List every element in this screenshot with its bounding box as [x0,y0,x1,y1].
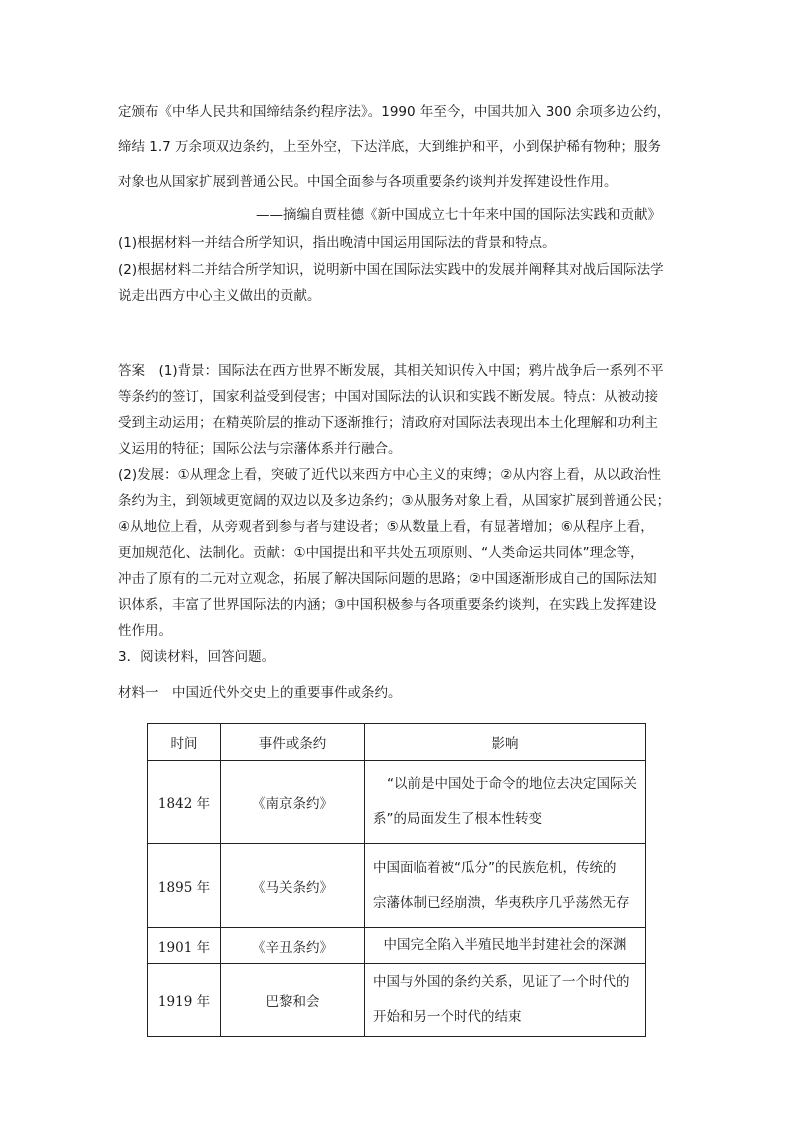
effect-line: 中国完全陷入半殖民地半封建社会的深渊 [383,937,627,953]
effect-cell [365,844,646,928]
answer-line-6: 条约为主，到领域更宽阔的双边以及多边条约；③从服务对象上看，从国家扩展到普通公民； [118,493,671,509]
effect-line: 宗藩体制已经崩溃，华夷秩序几乎荡然无存 [373,894,630,911]
material2-line-3: 对象也从国家扩展到普通公民。中国全面参与各项重要条约谈判并发挥建设性作用。 [118,174,618,190]
year-cell: 1901 年 [148,928,221,964]
year-cell: 1919 年 [148,964,221,1037]
answer-line-3: 受到主动运用；在精英阶层的推动下逐渐推行；清政府对国际法表现出本土化理解和功利主 [118,415,658,431]
event-cell: 巴黎和会 [221,964,365,1037]
answer-line-4: 义运用的特征；国际公法与宗藩体系并行融合。 [118,441,402,457]
answer-line-2: 等条约的签订，国家利益受到侵害；中国对国际法的认识和实践不断发展。特点：从被动接 [118,389,658,405]
effect-line: 中国面临着被“瓜分”的民族危机，传统的 [373,859,617,876]
answer-line-9: 冲击了原有的二元对立观念，拓展了解决国际问题的思路；②中国逐渐形成自己的国际法知 [118,571,657,587]
effect-line: 开始和另一个时代的结束 [373,1009,522,1025]
answer-line-1: 答案 (1)背景：国际法在西方世界不断发展，其相关知识传入中国；鸦片战争后一系列不平 [118,363,664,379]
answer-line-5: (2)发展：①从理念上看，突破了近代以来西方中心主义的束缚；②从内容上看，从以政治性 [118,467,661,483]
answer-line-7: ④从地位上看，从旁观者到参与者与建设者；⑤从数量上看，有显著增加；⑥从程序上看， [118,519,654,535]
header-effect: 影响 [365,724,646,761]
effect-cell [365,761,646,844]
answer-line-8: 更加规范化、法制化。贡献：①中国提出和平共处五项原则、“人类命运共同体”理念等， [118,545,644,561]
table-row [148,928,646,964]
effect-line: 中国与外国的条约关系，见证了一个时代的 [373,974,630,990]
question-2-line-1: (2)根据材料二并结合所学知识，说明新中国在国际法实践中的发展并阐释其对战后国际法学 [118,262,664,278]
effect-cell [365,928,646,964]
question-1: (1)根据材料一并结合所学知识，指出晚清中国运用国际法的背景和特点。 [118,235,556,251]
header-event: 事件或条约 [221,724,365,761]
effect-cell [365,964,646,1037]
material2-line-2: 缔结 1.7 万余项双边条约，上至外空，下达洋底，大到维护和平，小到保护稀有物种；服务 [118,139,662,155]
answer-line-11: 性作用。 [118,623,172,639]
table-header-row [148,724,646,761]
event-cell: 《南京条约》 [221,761,365,844]
table-row [148,761,646,844]
effect-line: 系”的局面发生了根本性转变 [373,811,542,827]
event-cell: 《辛丑条约》 [221,928,365,964]
effect-line: “以前是中国处于命令的地位去决定国际关 [387,776,637,792]
material1-caption: 材料一 中国近代外交史上的重要事件或条约。 [118,685,402,701]
year-cell: 1842 年 [148,761,221,844]
event-cell: 《马关条约》 [221,844,365,928]
table-row [148,844,646,928]
question-3-heading: 3．阅读材料，回答问题。 [118,649,276,665]
question-2-line-2: 说走出西方中心主义做出的贡献。 [118,288,321,304]
year-cell: 1895 年 [148,844,221,928]
source-citation: ——摘编自贾桂德《新中国成立七十年来中国的国际法实践和贡献》 [256,207,661,223]
answer-line-10: 识体系，丰富了世界国际法的内涵；③中国积极参与各项重要条约谈判，在实践上发挥建设 [118,597,657,613]
table-row [148,964,646,1037]
material2-line-1: 定颁布《中华人民共和国缔结条约程序法》。1990 年至今，中国共加入 300 余项多边公约， [118,104,671,120]
events-table [147,723,646,1037]
header-time: 时间 [148,724,221,761]
